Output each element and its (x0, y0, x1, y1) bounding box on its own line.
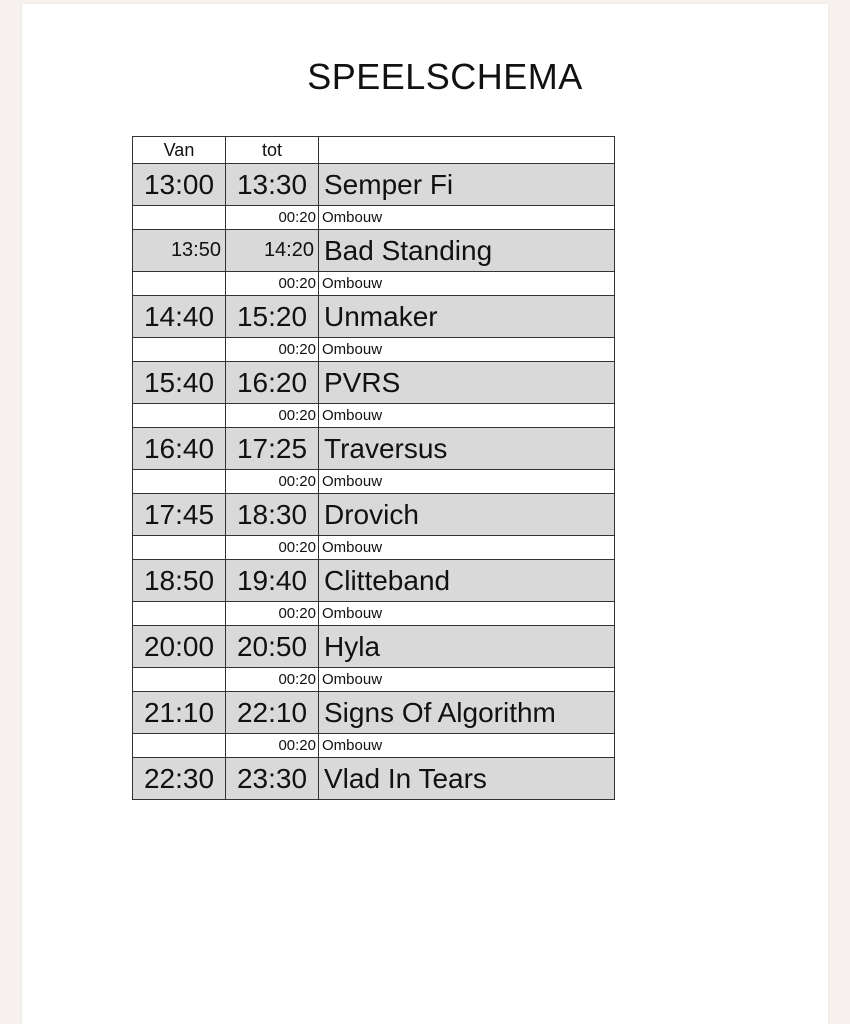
act-end-time: 15:20 (226, 296, 319, 338)
act-band-name: Bad Standing (319, 230, 615, 272)
changeover-row (133, 338, 615, 362)
header-tot: tot (226, 137, 319, 164)
changeover-empty (133, 470, 226, 494)
changeover-empty (133, 668, 226, 692)
act-band-name: Vlad In Tears (319, 758, 615, 800)
act-start-time: 13:50 (133, 230, 226, 272)
act-end-time: 16:20 (226, 362, 319, 404)
changeover-row (133, 470, 615, 494)
header-van: Van (133, 137, 226, 164)
act-row (133, 758, 615, 800)
act-start-time: 22:30 (133, 758, 226, 800)
changeover-empty (133, 602, 226, 626)
act-row (133, 560, 615, 602)
changeover-empty (133, 338, 226, 362)
changeover-label: Ombouw (319, 470, 615, 494)
act-end-time: 13:30 (226, 164, 319, 206)
changeover-row (133, 536, 615, 560)
act-end-time: 17:25 (226, 428, 319, 470)
changeover-empty (133, 272, 226, 296)
act-band-name: Semper Fi (319, 164, 615, 206)
act-start-time: 21:10 (133, 692, 226, 734)
changeover-duration: 00:20 (226, 206, 319, 230)
act-row (133, 362, 615, 404)
changeover-label: Ombouw (319, 536, 615, 560)
changeover-empty (133, 206, 226, 230)
changeover-label: Ombouw (319, 404, 615, 428)
changeover-duration: 00:20 (226, 404, 319, 428)
changeover-label: Ombouw (319, 206, 615, 230)
changeover-row (133, 272, 615, 296)
act-start-time: 14:40 (133, 296, 226, 338)
changeover-row (133, 206, 615, 230)
changeover-label: Ombouw (319, 272, 615, 296)
act-row (133, 428, 615, 470)
changeover-empty (133, 536, 226, 560)
act-band-name: PVRS (319, 362, 615, 404)
act-row (133, 230, 615, 272)
act-end-time: 19:40 (226, 560, 319, 602)
act-start-time: 13:00 (133, 164, 226, 206)
changeover-duration: 00:20 (226, 668, 319, 692)
changeover-duration: 00:20 (226, 602, 319, 626)
act-band-name: Hyla (319, 626, 615, 668)
act-end-time: 22:10 (226, 692, 319, 734)
act-band-name: Traversus (319, 428, 615, 470)
act-end-time: 14:20 (226, 230, 319, 272)
act-start-time: 16:40 (133, 428, 226, 470)
changeover-label: Ombouw (319, 602, 615, 626)
changeover-label: Ombouw (319, 668, 615, 692)
act-band-name: Signs Of Algorithm (319, 692, 615, 734)
act-end-time: 23:30 (226, 758, 319, 800)
changeover-row (133, 668, 615, 692)
act-row (133, 164, 615, 206)
act-band-name: Drovich (319, 494, 615, 536)
changeover-row (133, 734, 615, 758)
changeover-empty (133, 734, 226, 758)
act-start-time: 20:00 (133, 626, 226, 668)
changeover-duration: 00:20 (226, 734, 319, 758)
act-end-time: 20:50 (226, 626, 319, 668)
header-band (319, 137, 615, 164)
act-row (133, 626, 615, 668)
page-title: SPEELSCHEMA (307, 56, 583, 97)
act-row (133, 692, 615, 734)
changeover-duration: 00:20 (226, 470, 319, 494)
changeover-duration: 00:20 (226, 338, 319, 362)
act-band-name: Clitteband (319, 560, 615, 602)
schedule-table (132, 136, 615, 800)
act-start-time: 15:40 (133, 362, 226, 404)
act-start-time: 18:50 (133, 560, 226, 602)
changeover-row (133, 602, 615, 626)
changeover-duration: 00:20 (226, 536, 319, 560)
changeover-empty (133, 404, 226, 428)
act-row (133, 296, 615, 338)
changeover-row (133, 404, 615, 428)
act-band-name: Unmaker (319, 296, 615, 338)
changeover-duration: 00:20 (226, 272, 319, 296)
act-end-time: 18:30 (226, 494, 319, 536)
table-header-row (133, 137, 615, 164)
changeover-label: Ombouw (319, 734, 615, 758)
act-start-time: 17:45 (133, 494, 226, 536)
act-row (133, 494, 615, 536)
changeover-label: Ombouw (319, 338, 615, 362)
